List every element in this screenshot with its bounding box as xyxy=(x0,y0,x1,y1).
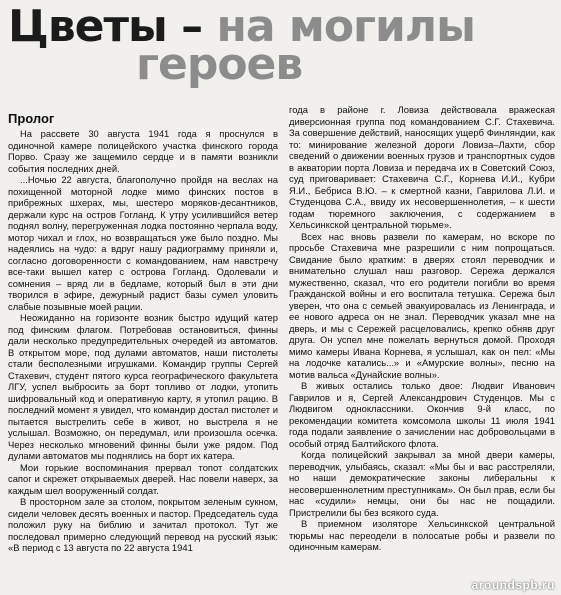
article-headline xyxy=(8,2,556,94)
site-watermark: aroundspb.ru xyxy=(471,578,555,592)
paragraph: Неожиданно на горизонте возник быстро идущий катер под финским флагом. Потребовав остановиться, финны дали несколько предупредительных очередей из автоматов. В открытом море, под дулами автоматов, наши пистолеты стали бесполезными игрушками. Командир группы Сергей Стахевич, студент пятого курса географического факультета ЛГУ, успел выбросить за борт топливо от лодки, утопить шифровальный код и оперативную карту, я утопил рацию. В последний момент я увидел, что командир достал пистолет и пытается выстрелить себе в живот, но выстрела я не услышал. Возможно, он передумал, или произошла осечка. Через несколько мгновений финны были уже рядом. Под дулами автоматов мы поднялись на борт их катера. xyxy=(8,312,278,461)
headline-line-2: героев xyxy=(136,39,303,90)
paragraph: В живых остались только двое: Людвиг Иванович Гаврилов и я, Сергей Александрович Студенцов. Мы с Людвигом одноклассники. Окончив 9-й класс, по рекомендации комитета комсомола школы 11 июля 1941 года подали заявление о зачислении нас добровольцами в особый отряд Балтийского флота. xyxy=(289,380,555,449)
headline-dash: – xyxy=(166,1,217,52)
paragraph: В просторном зале за столом, покрытом зеленым сукном, сидели человек десять военных и пастор. Председатель суда положил руку на библию и зачитал протокол. Тут же последовал примерно следующий перевод на русский язык: «В период с 13 августа по 22 августа 1941 xyxy=(8,496,278,553)
left-column xyxy=(8,111,278,554)
paragraph: В приемном изоляторе Хельсинкской центральной тюрьмы нас переодели в полосатые робы и развели по одиночным камерам. xyxy=(289,518,555,552)
section-title-prologue: Пролог xyxy=(8,111,55,126)
paragraph: года в районе г. Ловиза действовала вражеская диверсионная группа под командованием С.Г. Стахевича. За совершение действий, наносящих ущерб Финляндии, как то: минирование железной дороги Ловиза–Лахти, сбор сведений о движении военных грузов и транспортных судов в акватории порта Ловиза и передача их в Советский Союз, суд приговаривает: Стахевича С.Г., Корнева И.И., Кубри Я.И., Бебриса В.Ю. – к смертной казни, Гаврилова Л.И. и Студенцова С.А., ввиду их несовершеннолетия, – к шести годам тюремного заключения, с содержанием в Хельсинкской центральной тюрьме». xyxy=(289,104,555,230)
right-column xyxy=(289,104,555,553)
paragraph: ...Ночью 22 августа, благополучно пройдя на веслах на похищенной моторной лодке мимо финских постов в прибрежных шхерах, мы, шестеро моряков-десантников, держали курс на остров Гогланд. К утру усилившийся ветер поднял волну, перегруженная лодка постоянно черпала воду, мотор чихал и глох, но возвращаться уже было поздно. Мы надеялись на чудо: а вдруг нашу радиограмму приняли и, согласно договоренности с командованием, нам навстречу все-таки вышел катер с острова Гогланд. Одолевали и сомнения – вряд ли в бедламе, который был в эти дни творился в эфире, дежурный радист базы сумел уловить слабые позывные моей рации. xyxy=(8,174,278,312)
paragraph: Мои горькие воспоминания прервал топот солдатских сапог и скрежет открываемых дверей. Нас повели наверх, за каждым шел вооруженный солдат. xyxy=(8,461,278,496)
headline-word-graves: на могилы xyxy=(216,1,475,52)
headline-word-flowers: Цветы xyxy=(8,1,167,52)
paragraph: На рассвете 30 августа 1941 года я проснулся в одиночной камере полицейского участка финского города Порво. Сразу же защемило сердце и в памяти возникли события последних дней. xyxy=(8,128,278,174)
paragraph: Когда полицейский закрывал за мной двери камеры, переводчик, улыбаясь, сказал: «Мы бы и вас расстреляли, но наши демократические законы либеральны к несовершеннолетним преступникам». Он был прав, если бы нас «судили» немцы, они бы нас не пощадили. Пристрелили бы без всякого суда. xyxy=(289,449,555,518)
paragraph: Всех нас вновь развели по камерам, но вскоре по просьбе Стахевича мне разрешили с ним попрощаться. Свидание было кратким: в дверях стоял переводчик и внимательно слушал наш разговор. Сережа держался мужественно, сказал, что его родители погибли во время Гражданской войны и его воспитала тетушка. Сережа был уверен, что она с семьей эвакуировалась из Ленинграда, и ее нового адреса он не знал. Переводчик указал мне на дверь, и мы с Сережей расцеловались, крепко обняв друг друга. Он успел мне пожелать вернуться домой. Проходя мимо камеры Ивана Корнева, я услышал, как он пел: «Мы на лодочке катались...» и «Амурские волны», песню на мотив вальса «Дунайские волны». xyxy=(289,230,555,380)
